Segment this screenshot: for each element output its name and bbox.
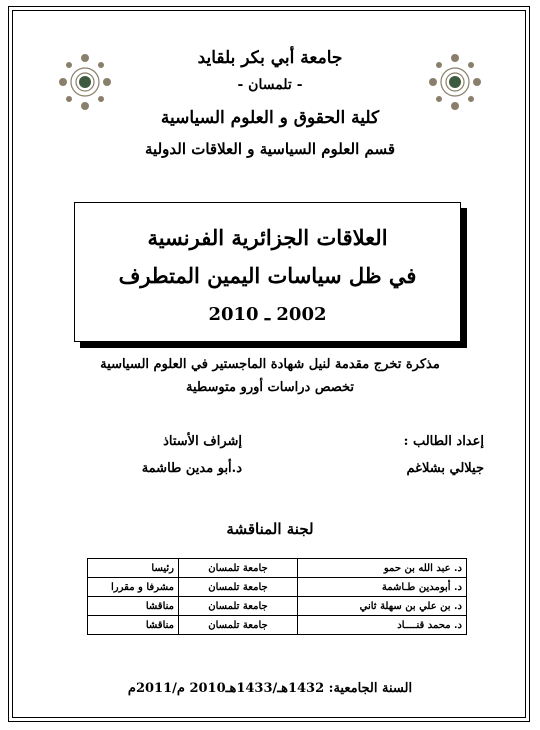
member-name: د. بن علي بن سهلة ثاني	[298, 597, 467, 616]
member-university: جامعة تلمسان	[179, 597, 298, 616]
city-name: - تلمسان -	[237, 77, 303, 93]
committee-table	[87, 558, 467, 635]
member-role: مشرفا و مقررا	[88, 578, 179, 597]
thesis-title-line-1: العلاقات الجزائرية الفرنسية	[147, 225, 388, 250]
department-name: قسم العلوم السياسية و العلاقات الدولية	[145, 140, 395, 158]
member-role: مناقشا	[88, 597, 179, 616]
student-name: جيلالي بشلاغم	[406, 461, 484, 476]
member-role: رئيسا	[88, 559, 179, 578]
thesis-title-box	[74, 202, 461, 342]
table-row	[88, 559, 467, 578]
thesis-title-line-2: في ظل سياسات اليمين المتطرف	[118, 263, 417, 288]
memo-specialization: تخصص دراسات أورو متوسطية	[185, 380, 355, 395]
supervisor-name: د.أبو مدين طاشمة	[141, 461, 242, 476]
university-name: جامعة أبي بكر بلقايد	[197, 48, 343, 68]
faculty-name: كلية الحقوق و العلوم السياسية	[160, 108, 380, 128]
member-university: جامعة تلمسان	[179, 578, 298, 597]
supervisor-label: إشراف الأستاذ	[163, 434, 242, 449]
member-university: جامعة تلمسان	[179, 559, 298, 578]
member-name: د. محمد قنــــاد	[298, 616, 467, 635]
member-university: جامعة تلمسان	[179, 616, 298, 635]
member-name: د. عبد الله بن حمو	[298, 559, 467, 578]
committee-title: لجنة المناقشة	[226, 520, 314, 538]
memo-description: مذكرة تخرج مقدمة لنيل شهادة الماجستير في العلوم السياسية	[100, 357, 440, 372]
member-role: مناقشا	[88, 616, 179, 635]
table-row	[88, 578, 467, 597]
member-name: د. أبومدين طـاشمة	[298, 578, 467, 597]
student-label: إعداد الطالب :	[403, 434, 484, 449]
academic-year: السنة الجامعية: 1432هـ/1433هـ2010 م/2011م	[127, 681, 413, 696]
table-row	[88, 616, 467, 635]
thesis-years: 2002 ـ 2010	[208, 304, 327, 325]
table-row	[88, 597, 467, 616]
